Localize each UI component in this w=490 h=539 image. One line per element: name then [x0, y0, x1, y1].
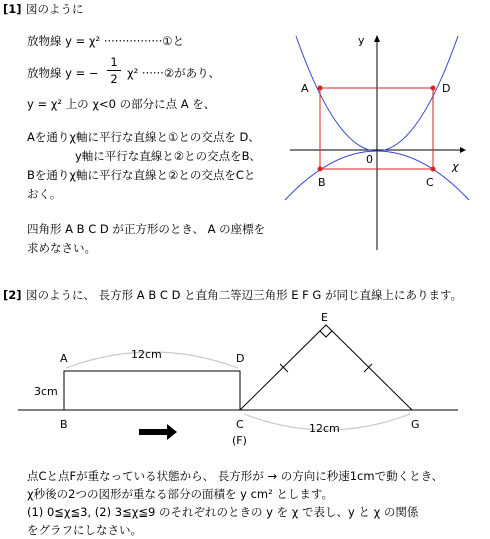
label-c: C	[426, 176, 434, 189]
problem1-line-point-a: y = χ² 上の χ<0 の部分に点 A を、	[27, 97, 216, 111]
label-c2: C	[236, 418, 244, 431]
problem2-question-1: 点Cと点Fが重なっている状態から、 長方形が → の方向に秒速1cmで動くとき、	[27, 469, 444, 483]
problem1-line-c: Bを通りχ軸に平行な直線と②との交点をCと	[27, 168, 256, 182]
length-ad: 12cm	[131, 348, 162, 361]
origin-label: 0	[366, 153, 373, 166]
problem1-line-parabola2-b: χ² ······②があり、	[127, 66, 221, 80]
problem2-number: [2]	[3, 288, 22, 302]
tick-ef	[280, 364, 288, 372]
rectangle-abcd	[64, 371, 240, 410]
problem2-question-4: をグラフにしなさい。	[27, 523, 142, 537]
label-a: A	[301, 82, 309, 95]
problem1-line-d: Aを通りχ軸に平行な直線と①との交点を D、	[27, 130, 260, 144]
label-g: G	[411, 418, 420, 431]
problem1-question-end: 求めなさい。	[27, 241, 96, 255]
y-axis-label: y	[358, 34, 365, 47]
move-arrow-shaft	[139, 429, 167, 435]
label-a2: A	[60, 352, 68, 365]
problem2-question-2: χ秒後の2つの図形が重なる部分の面積を y cm² とします。	[27, 487, 333, 501]
problem2-intro: 図のように、 長方形 A B C D と直角二等辺三角形 E F G が同じ直線上にあります。	[26, 288, 463, 302]
problem1-intro: 図のように	[26, 2, 84, 16]
problem1-line-oku: おく。	[27, 187, 62, 201]
tick-eg	[364, 364, 372, 372]
label-e: E	[321, 311, 328, 324]
move-arrow-head	[167, 424, 177, 440]
right-angle-mark	[320, 331, 332, 337]
x-axis-label: χ	[452, 160, 459, 173]
triangle-efg	[240, 325, 412, 410]
length-ab: 3cm	[34, 385, 58, 398]
length-fg: 12cm	[309, 422, 340, 435]
label-d: D	[442, 82, 451, 95]
problem2-question-3: (1) 0≦χ≦3, (2) 3≦χ≦9 のそれぞれのときの y を χ で表し、y と χ の関係	[27, 505, 419, 519]
problem1-line-parabola1: 放物線 y = χ² ················①と	[27, 34, 185, 48]
fraction-numerator: 1	[110, 55, 118, 69]
label-f: (F)	[232, 434, 247, 447]
fraction-denominator: 2	[110, 72, 118, 86]
problem1-number: [1]	[3, 2, 22, 16]
label-b: B	[318, 176, 326, 189]
problem1-question: 四角形 A B C D が正方形のとき、 A の座標を	[27, 222, 266, 236]
label-d2: D	[236, 352, 245, 365]
problem1-line-parabola2-a: 放物線 y = −	[27, 66, 99, 80]
label-b2: B	[60, 418, 68, 431]
problem1-line-b: y軸に平行な直線と②との交点をB、	[75, 149, 262, 163]
